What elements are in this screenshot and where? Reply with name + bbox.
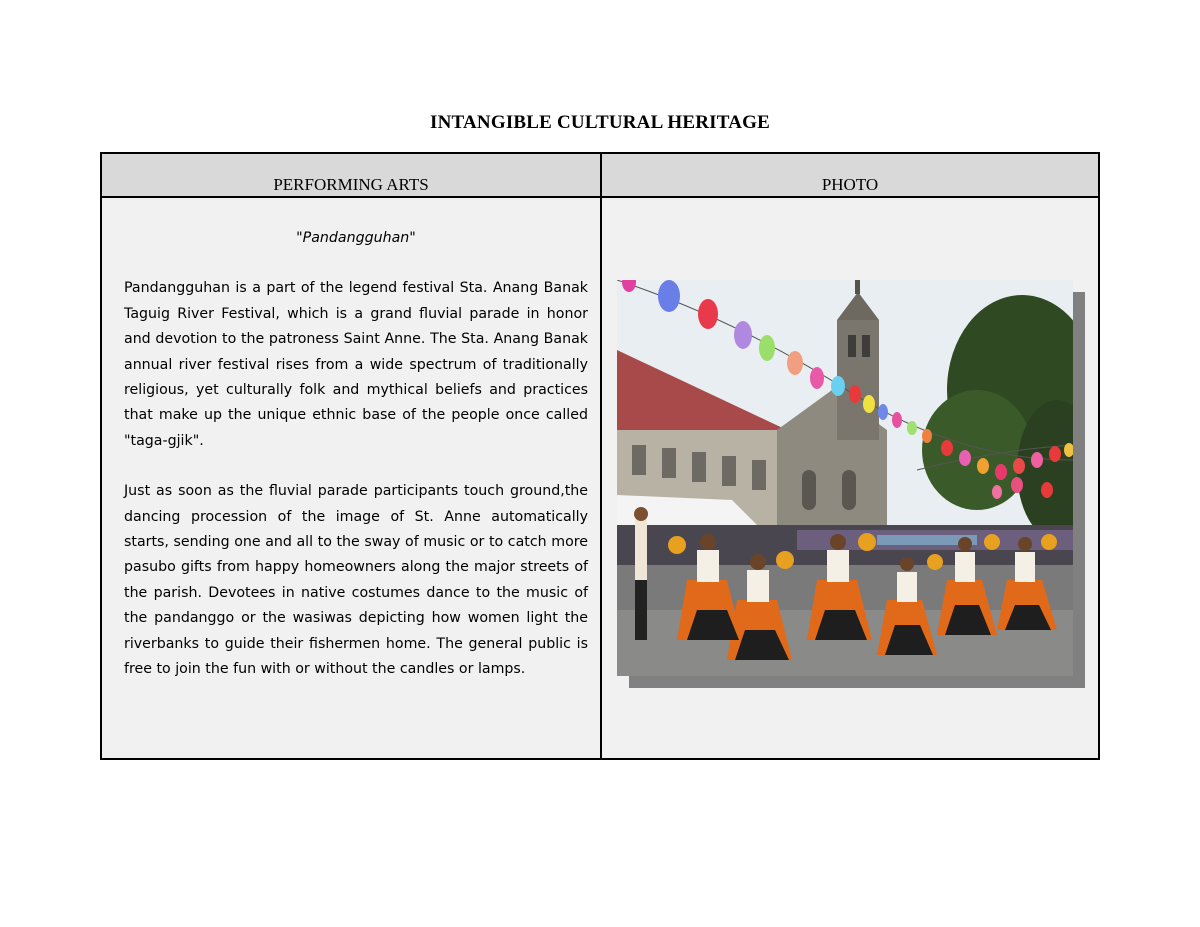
column-divider [600, 154, 602, 758]
festival-photo [617, 280, 1073, 676]
header-performing-arts: PERFORMING ARTS [273, 175, 429, 194]
header-photo: PHOTO [821, 175, 879, 194]
entry-title: "Pandangguhan" [296, 230, 416, 246]
heritage-table [100, 152, 1100, 760]
description-cell [124, 226, 588, 708]
document-title: INTANGIBLE CULTURAL HERITAGE [430, 112, 770, 133]
description-paragraph-2: Just as soon as the fluvial parade participants touch ground,the dancing procession of the image of St. Anne automatically starts, sending one and all to the sway of music or to catch more pasubo gifts from happy homeowners along the major streets of the parish. Devotees in native costumes dance to the music of the pandanggo or the wasiwas depicting how women light the riverbanks to guide their fishermen home. The general public is free to join the fun with or without the candles or lamps. [124, 483, 588, 678]
photo-frame [617, 280, 1087, 690]
description-paragraph-1: Pandangguhan is a part of the legend festival Sta. Anang Banak Taguig River Festival, which is a grand fluvial parade in honor and devotion to the patroness Saint Anne. The Sta. Anang Banak annual river festival rises from a wide spectrum of traditionally religious, yet culturally folk and mythical beliefs and practices that make up the unique ethnic base of the people once called "taga-gjik". [124, 280, 588, 449]
